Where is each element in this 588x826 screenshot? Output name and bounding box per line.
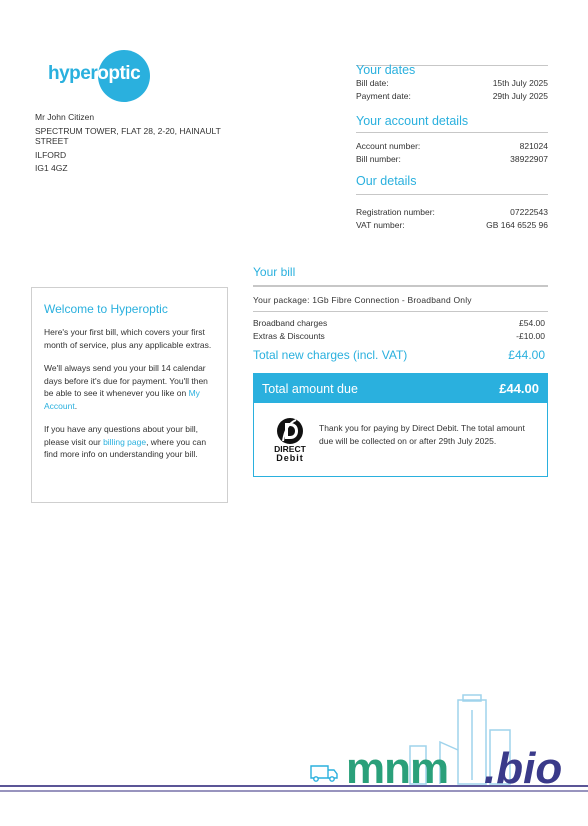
- our-details-section: [356, 174, 548, 232]
- direct-debit-message: Thank you for paying by Direct Debit. The total amount due will be collected on or after 29th July 2025.: [319, 423, 525, 446]
- watermark-text-1: mnm: [346, 744, 449, 793]
- footer-watermark: [0, 690, 588, 810]
- bill-number-value: 38922907: [510, 154, 548, 164]
- dates-section: [356, 65, 548, 103]
- address-line-1: SPECTRUM TOWER, FLAT 28, 2-20, HAINAULT: [35, 126, 221, 136]
- vat-value: GB 164 6525 96: [486, 220, 548, 230]
- registration-value: 07222543: [510, 207, 548, 217]
- welcome-paragraph-3: If you have any questions about your bill, please visit our billing page, where you can find more info on understanding your bill.: [44, 424, 207, 459]
- direct-debit-row: [254, 403, 547, 478]
- amount-due-box: [253, 373, 548, 477]
- broadband-value: £54.00: [519, 318, 545, 328]
- welcome-title: Welcome to Hyperoptic: [44, 302, 168, 316]
- customer-name: Mr John Citizen: [35, 112, 95, 122]
- welcome-box: [31, 287, 228, 503]
- welcome-paragraph-1: Here's your first bill, which covers your first month of service, plus any applicable extras.: [44, 327, 212, 350]
- account-title: Your account details: [356, 114, 469, 128]
- package-line: Your package: 1Gb Fibre Connection - Broadband Only: [253, 295, 472, 305]
- account-number-value: 821024: [519, 141, 548, 151]
- address-city: ILFORD: [35, 150, 67, 160]
- account-number-row: [356, 140, 548, 153]
- extras-label: Extras & Discounts: [253, 331, 325, 341]
- account-number-label: Account number:: [356, 141, 421, 151]
- amount-due-bar: [254, 374, 547, 403]
- info-column: [356, 65, 548, 232]
- billing-page-link[interactable]: billing page: [103, 436, 147, 447]
- broadband-label: Broadband charges: [253, 318, 328, 328]
- address-postcode: IG1 4GZ: [35, 163, 68, 173]
- payment-date-row: [356, 90, 548, 103]
- amount-due-label: Total amount due: [262, 381, 358, 396]
- total-new-charges-row: [253, 348, 548, 362]
- bill-number-label: Bill number:: [356, 154, 401, 164]
- van-icon: [311, 766, 337, 781]
- dates-title: Your dates: [356, 63, 416, 77]
- bill-date-label: Bill date:: [356, 78, 389, 88]
- broadband-row: [253, 317, 548, 330]
- my-account-link[interactable]: My Account: [44, 388, 200, 411]
- vat-label: VAT number:: [356, 220, 405, 230]
- vat-row: [356, 219, 548, 232]
- bill-date-row: [356, 77, 548, 90]
- total-new-label: Total new charges (incl. VAT): [253, 348, 408, 362]
- direct-debit-logo: [268, 417, 312, 463]
- divider: [356, 132, 548, 133]
- divider: [253, 285, 548, 287]
- logo-text: hyperoptic: [48, 63, 141, 84]
- bill-date-value: 15th July 2025: [492, 78, 548, 88]
- extras-row: [253, 330, 548, 343]
- hyperoptic-logo: [46, 50, 150, 102]
- bill-section: [253, 265, 548, 362]
- account-section: [356, 114, 548, 166]
- total-new-value: £44.00: [508, 348, 545, 362]
- payment-date-label: Payment date:: [356, 91, 411, 101]
- registration-label: Registration number:: [356, 207, 435, 217]
- dd-line-1: DIRECT: [274, 444, 306, 454]
- bill-title: Your bill: [253, 265, 296, 279]
- watermark-text-2: .bio: [484, 744, 563, 793]
- extras-value: -£10.00: [516, 331, 545, 341]
- divider: [253, 311, 548, 312]
- customer-address: [35, 111, 235, 174]
- divider: [356, 194, 548, 195]
- address-line-2: STREET: [35, 136, 69, 146]
- amount-due-value: £44.00: [499, 381, 539, 396]
- dd-line-2: Debit: [276, 453, 304, 463]
- payment-date-value: 29th July 2025: [492, 91, 548, 101]
- bill-number-row: [356, 153, 548, 166]
- registration-row: [356, 206, 548, 219]
- welcome-paragraph-2: We'll always send you your bill 14 calendar days before it's due for payment. You'll then be able to see it whenever you like on My Account.: [44, 363, 208, 411]
- our-details-title: Our details: [356, 174, 417, 188]
